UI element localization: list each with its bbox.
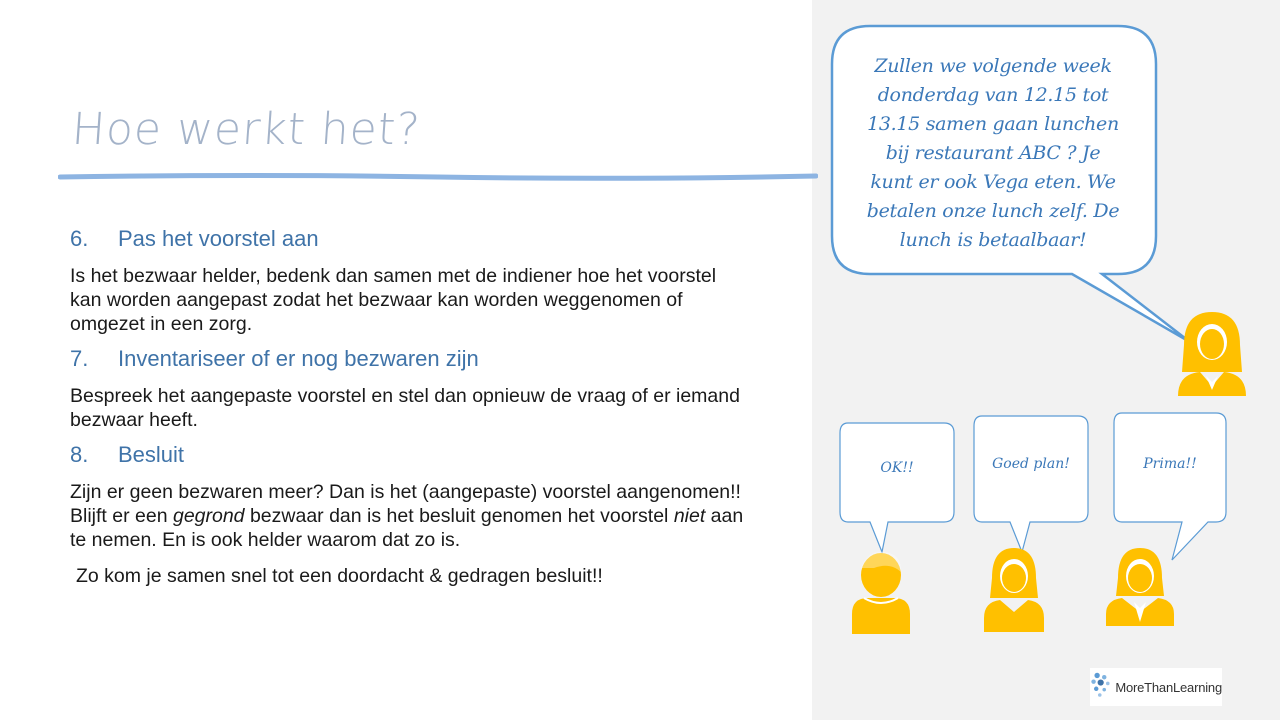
man-icon (852, 552, 910, 634)
reply-bubble-1 (840, 423, 954, 552)
flower-dots-icon (1090, 670, 1111, 704)
bubble-line: Zullen we volgende week (874, 55, 1112, 77)
reply-bubble-3 (1114, 413, 1226, 560)
step-heading-text: Inventariseer of er nog bezwaren zijn (118, 346, 479, 371)
step-body-6: Is het bezwaar helder, bedenk dan samen met de indiener hoe het voorstel kan worden aangepast zodat het bezwaar kan worden weggenomen of omgezet in een zorg. (70, 265, 717, 335)
woman-icon (1178, 312, 1246, 396)
step-heading-text: Besluit (118, 442, 185, 467)
body-text: aan te nemen. En is ook helder waarom dat zo is. (70, 505, 744, 551)
body-text: bezwaar dan is het besluit genomen het voorstel (244, 505, 674, 527)
step-heading-text: Pas het voorstel aan (118, 226, 319, 251)
emphasis-text: niet (673, 505, 706, 527)
slide-content (70, 220, 750, 588)
step-body-7: Bespreek het aangepaste voorstel en stel dan opnieuw de vraag of er iemand bezwaar heeft. (70, 385, 740, 431)
reply-text-1: OK!! (880, 460, 914, 476)
bubble-line: donderdag van 12.15 tot (877, 84, 1109, 106)
step-number: 8. (70, 442, 89, 467)
step-number: 7. (70, 346, 89, 371)
step-heading-8 (70, 442, 750, 468)
main-bubble-text (846, 52, 1140, 255)
bubble-line: 13.15 samen gaan lunchen (867, 113, 1119, 135)
bubble-line: kunt er ook Vega eten. We (870, 171, 1116, 193)
bubble-line: betalen onze lunch zelf. De (866, 200, 1120, 222)
step-heading-7 (70, 346, 750, 372)
bubble-line: bij restaurant ABC ? Je (885, 142, 1101, 164)
closing-statement: Zo kom je samen snel tot een doordacht & gedragen besluit!! (76, 565, 603, 587)
slide-title: Hoe werkt het? (70, 104, 423, 155)
step-number: 6. (70, 226, 89, 251)
step-heading-6 (70, 226, 750, 252)
body-text: Zijn er geen bezwaren meer? Dan is het (aangepaste) voorstel aangenomen!! Blijft er een (70, 481, 741, 527)
logo (1090, 668, 1222, 706)
reply-text-2: Goed plan! (992, 456, 1070, 472)
woman-icon (984, 548, 1044, 632)
bubble-line: lunch is betaalbaar! (899, 229, 1087, 251)
woman-icon (1106, 548, 1174, 626)
step-body-8 (70, 480, 750, 552)
emphasis-text: gegrond (172, 505, 245, 527)
title-underline (58, 173, 818, 181)
logo-text: MoreThanLearning (1115, 679, 1222, 695)
reply-bubble-2 (974, 416, 1088, 552)
reply-text-3: Prima!! (1143, 456, 1197, 472)
